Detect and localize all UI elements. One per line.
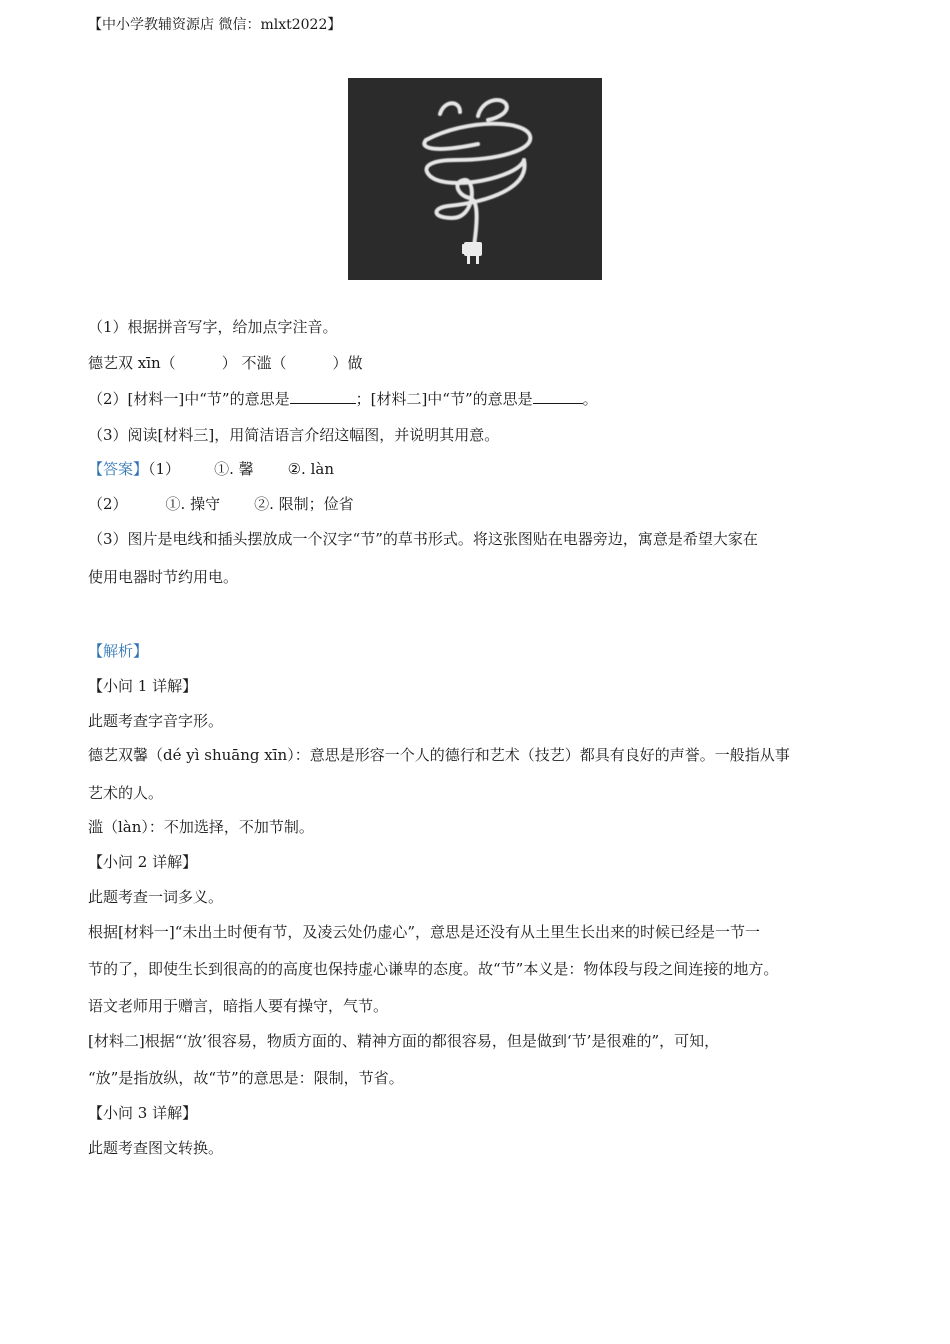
answer-line-3a: （3）图片是电线和插头摆放成一个汉字“节”的草书形式。将这张图贴在电器旁边，寓意是希望大家在	[88, 530, 758, 548]
analysis-text: 德艺双馨（dé yì shuāng xīn）：意思是形容一个人的德行和艺术（技艺）都具有良好的声誉。一般指从事	[88, 746, 790, 764]
question-3: （3）阅读[材料三]，用简洁语言介绍这幅图，并说明其用意。	[88, 426, 500, 444]
answer-tag: 【答案】	[88, 460, 149, 478]
question-1: （1）根据拼音写字，给加点字注音。	[88, 318, 338, 336]
subquestion-1-title: 【小问 1 详解】	[88, 677, 198, 695]
answer-blank	[533, 390, 583, 404]
cord-character-figure	[348, 78, 602, 280]
answer-line-2: （2） ①. 操守 ②. 限制；俭省	[88, 495, 354, 513]
subquestion-3-title: 【小问 3 详解】	[88, 1104, 198, 1122]
analysis-text: 此题考查图文转换。	[88, 1139, 224, 1157]
analysis-text: 艺术的人。	[88, 784, 164, 802]
answer-line-3b: 使用电器时节约用电。	[88, 568, 239, 586]
subquestion-2-title: 【小问 2 详解】	[88, 853, 198, 871]
plug-cord-icon	[348, 78, 602, 280]
analysis-text: “放”是指放纵，故“节”的意思是：限制，节省。	[88, 1069, 404, 1087]
question-1-blanks	[88, 352, 362, 373]
pinyin-blank-a: 德艺双 xīn（	[88, 354, 176, 372]
analysis-text: 滥（làn）：不加选择，不加节制。	[88, 818, 314, 836]
answer-line-1: 【答案】（1） ①. 馨 ②. làn	[88, 460, 334, 478]
analysis-text: 语文老师用于赠言，暗指人要有操守，气节。	[88, 997, 389, 1015]
analysis-text: 节的了，即使生长到很高的的高度也保持虚心谦卑的态度。故“节”本义是：物体段与段之间连接的地方。	[88, 960, 779, 978]
analysis-tag: 【解析】	[88, 642, 149, 660]
analysis-text: 根据[材料一]“未出土时便有节，及凌云处仍虚心”，意思是还没有从土里生长出来的时候已经是一节一	[88, 923, 761, 941]
analysis-text: [材料二]根据“‘放’很容易，物质方面的、精神方面的都很容易，但是做到‘节’是很难的”，可知，	[88, 1032, 720, 1050]
page-header: 【中小学教辅资源店 微信：mlxt2022】	[88, 17, 342, 33]
analysis-text: 此题考查字音字形。	[88, 712, 224, 730]
pinyin-blank-c: ）做	[332, 354, 363, 372]
question-2: （2）[材料一]中“节”的意思是 ；[材料二]中“节”的意思是 。	[88, 390, 598, 408]
pinyin-blank-b: ） 不滥（	[221, 354, 287, 372]
analysis-text: 此题考查一词多义。	[88, 888, 224, 906]
answer-blank	[290, 390, 356, 404]
